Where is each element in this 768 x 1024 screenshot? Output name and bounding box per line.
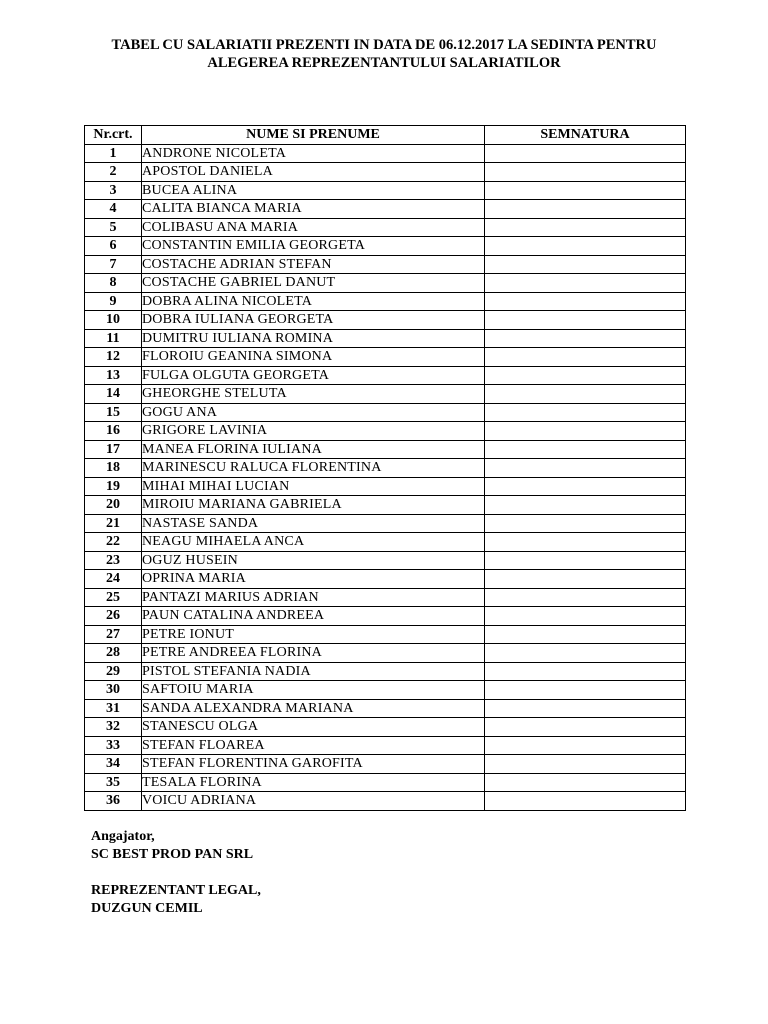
signature-cell xyxy=(485,311,686,330)
employee-name: DOBRA ALINA NICOLETA xyxy=(142,292,485,311)
employee-name: FULGA OLGUTA GEORGETA xyxy=(142,366,485,385)
signature-cell xyxy=(485,514,686,533)
signature-cell xyxy=(485,163,686,182)
legal-representative-name: DUZGUN CEMIL xyxy=(91,901,203,916)
header-signature: SEMNATURA xyxy=(485,126,686,145)
table-body xyxy=(85,144,686,810)
row-number: 12 xyxy=(85,348,142,367)
signature-cell xyxy=(485,607,686,626)
row-number: 15 xyxy=(85,403,142,422)
row-number: 11 xyxy=(85,329,142,348)
table-row xyxy=(85,496,686,515)
table-row xyxy=(85,477,686,496)
signature-cell xyxy=(485,588,686,607)
row-number: 19 xyxy=(85,477,142,496)
signature-cell xyxy=(485,496,686,515)
row-number: 14 xyxy=(85,385,142,404)
row-number: 25 xyxy=(85,588,142,607)
table-row xyxy=(85,514,686,533)
employee-name: OGUZ HUSEIN xyxy=(142,551,485,570)
employee-name: GRIGORE LAVINIA xyxy=(142,422,485,441)
table-row xyxy=(85,385,686,404)
row-number: 16 xyxy=(85,422,142,441)
signature-block xyxy=(91,828,261,918)
employee-name: SAFTOIU MARIA xyxy=(142,681,485,700)
table-row xyxy=(85,366,686,385)
table-row xyxy=(85,625,686,644)
header-nr-crt: Nr.crt. xyxy=(85,126,142,145)
table-row xyxy=(85,755,686,774)
row-number: 7 xyxy=(85,255,142,274)
employee-name: SANDA ALEXANDRA MARIANA xyxy=(142,699,485,718)
signature-cell xyxy=(485,644,686,663)
table-row xyxy=(85,533,686,552)
table-row xyxy=(85,181,686,200)
row-number: 34 xyxy=(85,755,142,774)
table-row xyxy=(85,311,686,330)
employee-name: STEFAN FLOAREA xyxy=(142,736,485,755)
employee-name: OPRINA MARIA xyxy=(142,570,485,589)
signature-cell xyxy=(485,366,686,385)
row-number: 17 xyxy=(85,440,142,459)
table-row xyxy=(85,348,686,367)
signature-cell xyxy=(485,329,686,348)
row-number: 5 xyxy=(85,218,142,237)
legal-representative-label: REPREZENTANT LEGAL, xyxy=(91,883,261,898)
employee-name: MARINESCU RALUCA FLORENTINA xyxy=(142,459,485,478)
signature-cell xyxy=(485,292,686,311)
table-row xyxy=(85,237,686,256)
signature-cell xyxy=(485,718,686,737)
employee-name: NASTASE SANDA xyxy=(142,514,485,533)
signature-cell xyxy=(485,459,686,478)
company-name: SC BEST PROD PAN SRL xyxy=(91,847,254,862)
document-title xyxy=(70,36,698,72)
table-row xyxy=(85,773,686,792)
title-line-2: ALEGEREA REPREZENTANTULUI SALARIATILOR xyxy=(207,55,561,71)
row-number: 26 xyxy=(85,607,142,626)
table-row xyxy=(85,792,686,811)
row-number: 8 xyxy=(85,274,142,293)
signature-cell xyxy=(485,385,686,404)
table-row xyxy=(85,329,686,348)
employee-name: STANESCU OLGA xyxy=(142,718,485,737)
signature-cell xyxy=(485,773,686,792)
row-number: 28 xyxy=(85,644,142,663)
table-row xyxy=(85,681,686,700)
row-number: 20 xyxy=(85,496,142,515)
table-row xyxy=(85,644,686,663)
employee-name: GOGU ANA xyxy=(142,403,485,422)
employee-name: DUMITRU IULIANA ROMINA xyxy=(142,329,485,348)
row-number: 33 xyxy=(85,736,142,755)
signature-cell xyxy=(485,403,686,422)
employee-name: COSTACHE GABRIEL DANUT xyxy=(142,274,485,293)
row-number: 23 xyxy=(85,551,142,570)
table-row xyxy=(85,218,686,237)
table-row xyxy=(85,607,686,626)
row-number: 36 xyxy=(85,792,142,811)
employee-name: APOSTOL DANIELA xyxy=(142,163,485,182)
table-row xyxy=(85,422,686,441)
employer-label: Angajator, xyxy=(91,829,155,844)
attendance-table xyxy=(84,125,686,811)
signature-cell xyxy=(485,348,686,367)
title-line-1: TABEL CU SALARIATII PREZENTI IN DATA DE 06.12.2017 LA SEDINTA PENTRU xyxy=(111,37,657,53)
employee-name: BUCEA ALINA xyxy=(142,181,485,200)
employee-name: CALITA BIANCA MARIA xyxy=(142,200,485,219)
signature-cell xyxy=(485,200,686,219)
signature-cell xyxy=(485,625,686,644)
row-number: 6 xyxy=(85,237,142,256)
signature-cell xyxy=(485,551,686,570)
row-number: 4 xyxy=(85,200,142,219)
signature-cell xyxy=(485,274,686,293)
employee-name: PISTOL STEFANIA NADIA xyxy=(142,662,485,681)
row-number: 27 xyxy=(85,625,142,644)
employee-name: VOICU ADRIANA xyxy=(142,792,485,811)
row-number: 30 xyxy=(85,681,142,700)
row-number: 22 xyxy=(85,533,142,552)
row-number: 9 xyxy=(85,292,142,311)
employee-name: TESALA FLORINA xyxy=(142,773,485,792)
row-number: 35 xyxy=(85,773,142,792)
employee-name: MIHAI MIHAI LUCIAN xyxy=(142,477,485,496)
signature-cell xyxy=(485,792,686,811)
table-row xyxy=(85,570,686,589)
signature-cell xyxy=(485,440,686,459)
employee-name: PAUN CATALINA ANDREEA xyxy=(142,607,485,626)
employee-name: MANEA FLORINA IULIANA xyxy=(142,440,485,459)
employee-name: GHEORGHE STELUTA xyxy=(142,385,485,404)
table-row xyxy=(85,292,686,311)
header-name: NUME SI PRENUME xyxy=(142,126,485,145)
row-number: 10 xyxy=(85,311,142,330)
employee-name: PANTAZI MARIUS ADRIAN xyxy=(142,588,485,607)
signature-cell xyxy=(485,681,686,700)
row-number: 31 xyxy=(85,699,142,718)
row-number: 3 xyxy=(85,181,142,200)
table-row xyxy=(85,718,686,737)
employee-name: CONSTANTIN EMILIA GEORGETA xyxy=(142,237,485,256)
table-row xyxy=(85,662,686,681)
employee-name: PETRE ANDREEA FLORINA xyxy=(142,644,485,663)
row-number: 13 xyxy=(85,366,142,385)
employee-name: MIROIU MARIANA GABRIELA xyxy=(142,496,485,515)
table-row xyxy=(85,699,686,718)
employee-name: PETRE IONUT xyxy=(142,625,485,644)
row-number: 29 xyxy=(85,662,142,681)
signature-cell xyxy=(485,570,686,589)
signature-cell xyxy=(485,755,686,774)
employee-name: FLOROIU GEANINA SIMONA xyxy=(142,348,485,367)
signature-cell xyxy=(485,144,686,163)
signature-cell xyxy=(485,218,686,237)
table-row xyxy=(85,588,686,607)
table-row xyxy=(85,736,686,755)
row-number: 32 xyxy=(85,718,142,737)
row-number: 21 xyxy=(85,514,142,533)
signature-cell xyxy=(485,533,686,552)
table-row xyxy=(85,459,686,478)
employee-name: ANDRONE NICOLETA xyxy=(142,144,485,163)
table-row xyxy=(85,200,686,219)
signature-cell xyxy=(485,699,686,718)
signature-cell xyxy=(485,255,686,274)
employee-name: COLIBASU ANA MARIA xyxy=(142,218,485,237)
row-number: 2 xyxy=(85,163,142,182)
signature-cell xyxy=(485,736,686,755)
row-number: 18 xyxy=(85,459,142,478)
table-row xyxy=(85,163,686,182)
table-row xyxy=(85,440,686,459)
signature-cell xyxy=(485,181,686,200)
table-row xyxy=(85,403,686,422)
signature-cell xyxy=(485,662,686,681)
table-row xyxy=(85,274,686,293)
table-row xyxy=(85,144,686,163)
table-row xyxy=(85,255,686,274)
table-header-row xyxy=(85,126,686,145)
signature-cell xyxy=(485,422,686,441)
table-row xyxy=(85,551,686,570)
row-number: 24 xyxy=(85,570,142,589)
row-number: 1 xyxy=(85,144,142,163)
employee-name: STEFAN FLORENTINA GAROFITA xyxy=(142,755,485,774)
employee-name: COSTACHE ADRIAN STEFAN xyxy=(142,255,485,274)
signature-cell xyxy=(485,237,686,256)
employee-name: NEAGU MIHAELA ANCA xyxy=(142,533,485,552)
employee-name: DOBRA IULIANA GEORGETA xyxy=(142,311,485,330)
signature-cell xyxy=(485,477,686,496)
